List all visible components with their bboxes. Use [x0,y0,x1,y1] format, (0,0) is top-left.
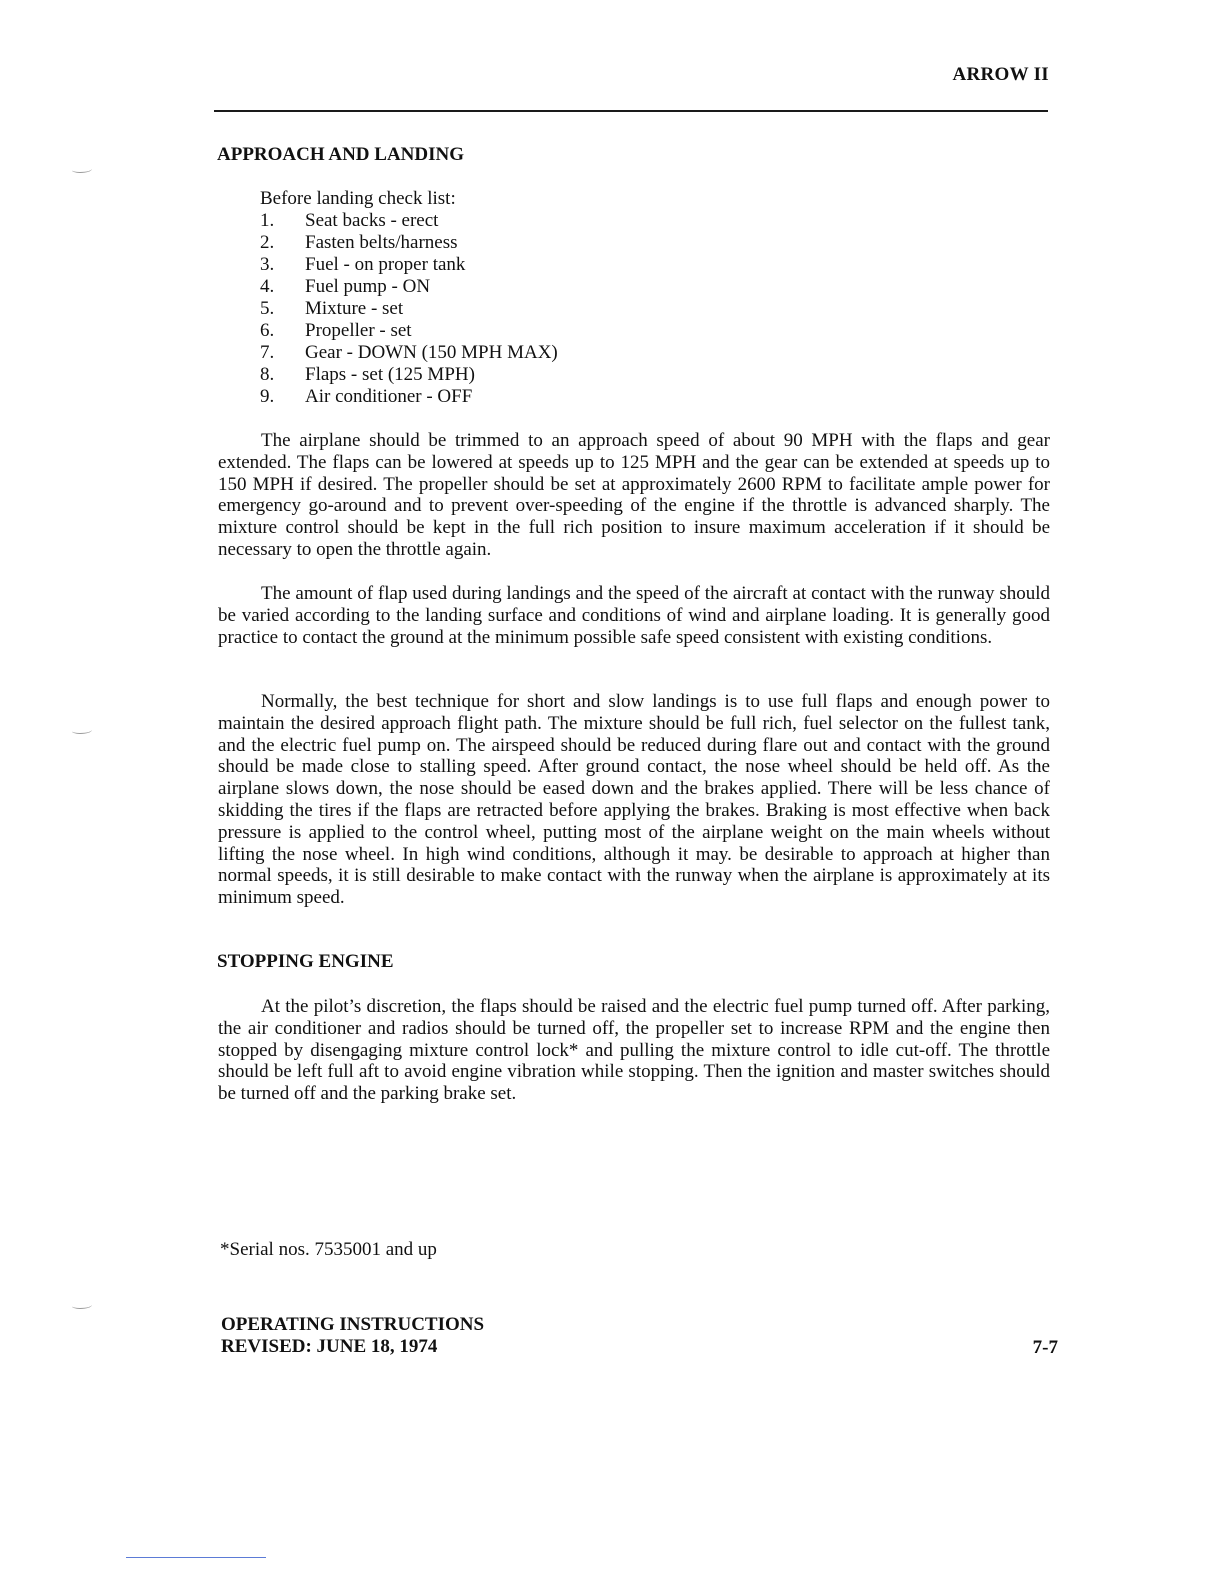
scan-artifact [72,166,92,173]
checklist-item-text: Air conditioner - OFF [305,386,473,407]
checklist-item-text: Mixture - set [305,298,404,319]
footer-revision-date: REVISED: JUNE 18, 1974 [221,1336,438,1357]
checklist-item-number: 3. [260,254,275,275]
checklist-item-number: 2. [260,232,275,253]
checklist-item [260,210,558,232]
bottom-rule [126,1557,266,1558]
scan-artifact [72,727,92,734]
checklist-item-text: Seat backs - erect [305,210,439,231]
footer-section-info [221,1314,484,1358]
checklist-item [260,232,558,254]
paragraph-stopping-engine: At the pilot’s discretion, the flaps should be raised and the electric fuel pump turned off. After parking, the air conditioner and radios should be turned off, the propeller set to increase RPM and the engine then stopped by disengaging mixture control lock* and pulling the mixture control to idle cut-off. The throttle should be left full aft to avoid engine vibration while stopping. Then the ignition and master switches should be turned off and the parking brake set. [218,996,1050,1105]
checklist-item-number: 8. [260,364,275,385]
checklist-item-text: Propeller - set [305,320,412,341]
footnote: *Serial nos. 7535001 and up [220,1239,437,1260]
footer-section-title: OPERATING INSTRUCTIONS [221,1314,485,1335]
checklist-item-number: 1. [260,210,275,231]
checklist-item-number: 5. [260,298,275,319]
scan-artifact [72,1302,92,1309]
checklist-item [260,254,558,276]
checklist-item [260,386,558,408]
header-rule [214,110,1048,112]
checklist-item-text: Flaps - set (125 MPH) [305,364,475,385]
checklist-item-number: 6. [260,320,275,341]
checklist-item-number: 9. [260,386,275,407]
checklist-item [260,342,558,364]
paragraph-landing-technique: Normally, the best technique for short and slow landings is to use full flaps and enough power to maintain the desired approach flight path. The mixture should be full rich, fuel selector on the fullest tank, and the electric fuel pump on. The airspeed should be reduced during flare out and contact with the ground should be made close to stalling speed. After ground contact, the nose wheel should be held off. As the airplane slows down, the nose should be eased down and the brakes applied. There will be less chance of skidding the tires if the flaps are retracted before applying the brakes. Braking is most effective when back pressure is applied to the control wheel, putting most of the airplane weight on the main wheels without lifting the nose wheel. In high wind conditions, although it may. be desirable to approach at higher than normal speeds, it is still desirable to make contact with the runway when the airplane is approximately at its minimum speed. [218,691,1050,909]
checklist-item [260,298,558,320]
checklist-item [260,320,558,342]
checklist-item-text: Gear - DOWN (150 MPH MAX) [305,342,558,363]
paragraph-flap-usage: The amount of flap used during landings and the speed of the aircraft at contact with the runway should be varied according to the landing surface and conditions of wind and airplane loading. It is generally good practice to contact the ground at the minimum possible safe speed consistent with existing conditions. [218,583,1050,648]
checklist-item [260,276,558,298]
before-landing-checklist [260,210,558,408]
page-number: 7-7 [1032,1337,1058,1358]
section-heading-approach: APPROACH AND LANDING [217,144,464,165]
checklist-item-number: 4. [260,276,275,297]
section-heading-stopping: STOPPING ENGINE [217,951,394,972]
checklist-item-number: 7. [260,342,275,363]
paragraph-approach-speed: The airplane should be trimmed to an approach speed of about 90 MPH with the flaps and gear extended. The flaps can be lowered at speeds up to 125 MPH and the gear can be extended at speeds up to 150 MPH if desired. The propeller should be set at approximately 2600 RPM to facilitate ample power for emergency go-around and to prevent over-speeding of the engine if the throttle is advanced sharply. The mixture control should be kept in the full rich position to insure maximum acceleration if it should be necessary to open the throttle again. [218,430,1050,560]
checklist-item-text: Fuel - on proper tank [305,254,466,275]
checklist-item [260,364,558,386]
running-head: ARROW II [952,64,1049,85]
checklist-item-text: Fasten belts/harness [305,232,458,253]
checklist-intro: Before landing check list: [260,188,456,209]
checklist-item-text: Fuel pump - ON [305,276,431,297]
